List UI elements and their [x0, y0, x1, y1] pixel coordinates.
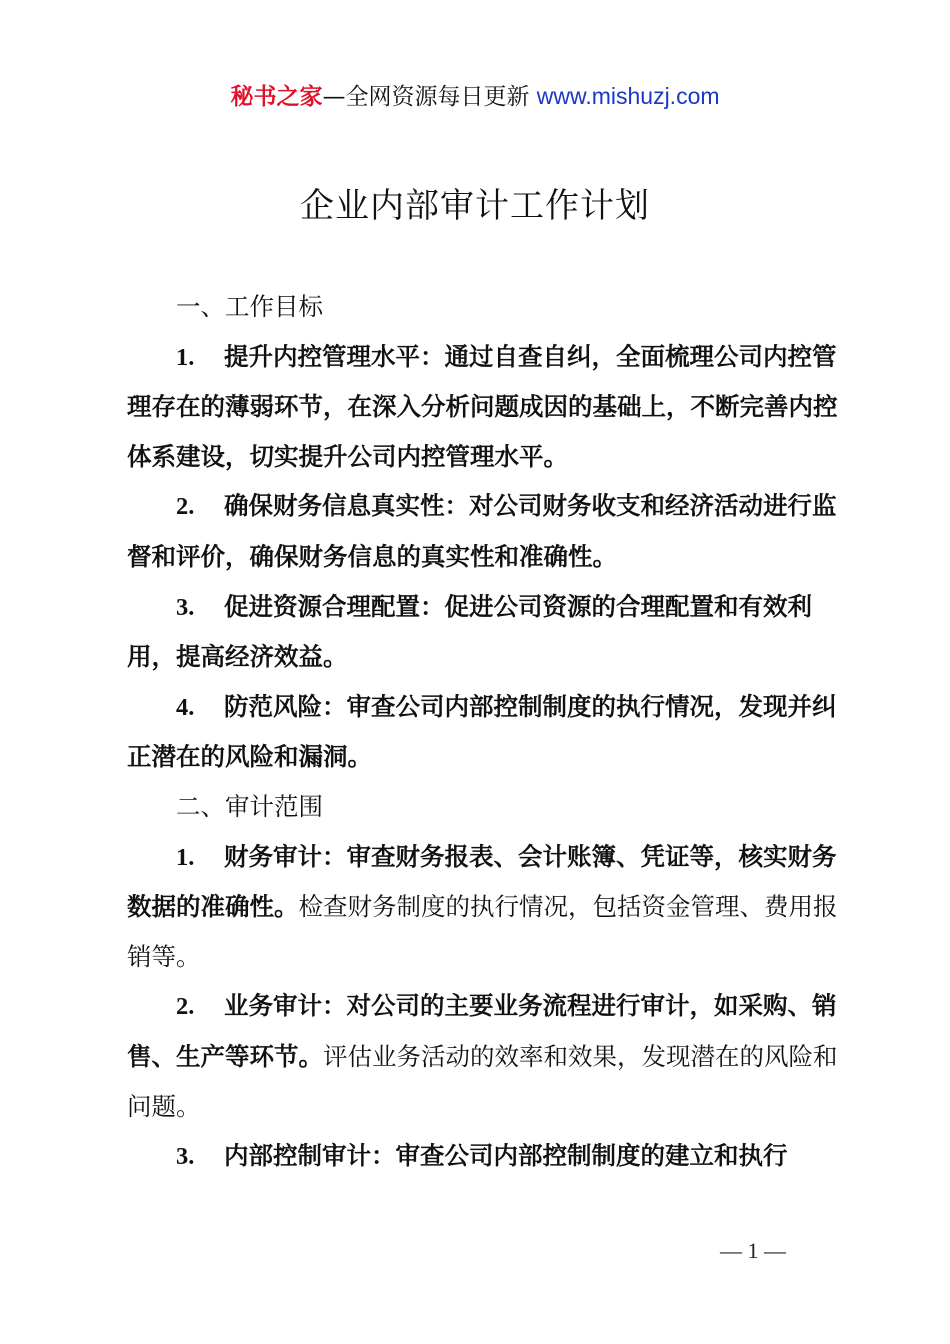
item-number: 2. [176, 493, 195, 521]
page-number: — 1 — [720, 1238, 786, 1263]
item-number: 3. [176, 1143, 195, 1171]
item-number: 2. [176, 993, 195, 1021]
item-plain-text: 评估业务活动的效率和效果，发现潜在的风险和问题。 [127, 1041, 838, 1121]
item-bold-text: 防范风险：审查公司内部控制制度的执行情况，发现并纠正潜在的风险和漏洞。 [127, 691, 837, 772]
list-item [127, 481, 839, 581]
item-bold-text: 提升内控管理水平：通过自查自纠，全面梳理公司内控管理存在的薄弱环节，在深入分析问题成因的基础上，不断完善内控体系建设，切实提升公司内控管理水平。 [127, 341, 838, 471]
item-number: 4. [176, 693, 195, 721]
item-bold-text: 内部控制审计：审查公司内部控制制度的建立和执行 [224, 1141, 788, 1171]
item-bold-text: 确保财务信息真实性：对公司财务收支和经济活动进行监督和评价，确保财务信息的真实性和准确性。 [127, 491, 837, 571]
list-item [127, 981, 839, 1131]
item-number: 1. [176, 343, 195, 371]
item-number: 1. [176, 843, 195, 871]
brand-name: 秘书之家 [230, 84, 323, 110]
list-item [127, 332, 839, 482]
item-number: 3. [176, 593, 195, 621]
header-tagline: —全网资源每日更新 [322, 84, 537, 110]
document-body [127, 282, 839, 1182]
item-plain-text: 检查财务制度的执行情况，包括资金管理、费用报销等。 [127, 892, 838, 971]
section-heading: 二、审计范围 [176, 791, 323, 821]
list-item [127, 832, 839, 982]
list-item [127, 682, 839, 782]
item-bold-text: 财务审计：审查财务报表、会计账簿、凭证等，核实财务数据的准确性。 [127, 841, 837, 922]
section-heading: 一、工作目标 [176, 292, 323, 321]
item-bold-text: 业务审计：对公司的主要业务流程进行审计，如采购、销售、生产等环节。 [127, 991, 837, 1071]
list-item [127, 582, 839, 682]
document-title: 企业内部审计工作计划 [300, 186, 650, 226]
list-item [127, 1131, 839, 1182]
site-header [0, 80, 950, 113]
site-url[interactable]: www.mishuzj.com [536, 83, 720, 109]
item-bold-text: 促进资源合理配置：促进公司资源的合理配置和有效利用，提高经济效益。 [127, 591, 812, 672]
